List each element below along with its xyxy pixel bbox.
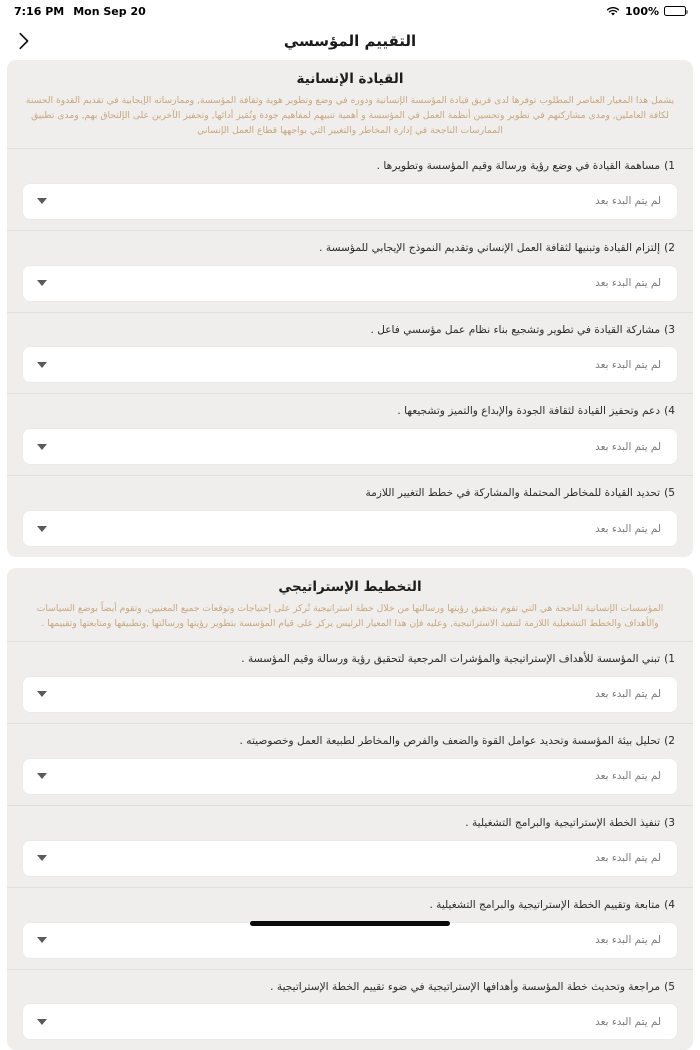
rating-dropdown[interactable] [23,759,677,794]
chevron-down-icon [37,855,47,861]
rating-dropdown[interactable] [23,347,677,382]
home-indicator [250,921,450,926]
question-row [7,641,693,723]
question-row [7,887,693,969]
assessment-section [7,568,693,1050]
question-label: إلتزام القيادة وتبنيها لثقافة العمل الإنساني وتقديم النموذج الإيجابي للمؤسسة . [319,241,661,254]
rating-dropdown-value: لم يتم البدء بعد [595,358,661,371]
rating-dropdown-value: لم يتم البدء بعد [595,522,661,535]
question-row [7,723,693,805]
chevron-right-icon[interactable] [10,28,36,54]
navigation-bar [0,22,700,60]
question-text [23,403,677,429]
rating-dropdown[interactable] [23,677,677,712]
question-text [23,897,677,923]
question-number: 5) [664,487,675,500]
battery-full-icon [664,6,686,16]
question-label: دعم وتحفيز القيادة لثقافة الجودة والإبداع والتميز وتشجيعها . [397,405,661,418]
rating-dropdown[interactable] [23,184,677,219]
question-row [7,312,693,394]
battery-percent-label: 100% [625,4,659,18]
question-label: مراجعة وتحديث خطة المؤسسة وأهدافها الإستراتيجية في ضوء تقييم الخطة الإستراتيجية . [270,980,661,993]
rating-dropdown-value: لم يتم البدء بعد [595,440,661,453]
chevron-down-icon [37,362,47,368]
page-title: التقييم المؤسسي [283,32,417,50]
chevron-down-icon [37,280,47,286]
question-label: تبني المؤسسة للأهداف الإستراتيجية والمؤشرات المرجعية لتحقيق رؤية ورسالة وقيم المؤسسة . [241,652,661,665]
question-number: 3) [664,816,675,829]
chevron-down-icon [37,444,47,450]
rating-dropdown[interactable] [23,429,677,464]
rating-dropdown-value: لم يتم البدء بعد [595,277,661,289]
question-text [23,240,677,266]
assessment-section [7,60,693,557]
question-label: تحديد القيادة للمخاطر المحتملة والمشاركة في خطط التغيير اللازمة [365,487,661,500]
question-label: مساهمة القيادة في وضع رؤية ورسالة وقيم المؤسسة وتطويرها . [376,159,661,172]
question-row [7,230,693,312]
status-bar-left [14,5,146,18]
chevron-down-icon [37,526,47,532]
chevron-down-icon [37,937,47,943]
question-label: متابعة وتقييم الخطة الإستراتيجية والبرامج التشغيلية . [429,898,661,911]
question-row [7,969,693,1050]
question-text [23,815,677,841]
question-label: مشاركة القيادة في تطوير وتشجيع بناء نظام عمل مؤسسي فاعل . [370,323,661,336]
question-number: 5) [664,980,675,993]
status-date: Mon Sep 20 [73,4,146,18]
question-text [23,979,677,1005]
question-number: 2) [664,241,675,254]
status-bar-right [606,5,686,18]
section-description: يشمل هذا المعيار العناصر المطلوب توفرها لدى فريق قيادة المؤسسة الإنسانية ودوره في وضع وتطوير هوية وثقافة المؤسسة, وممارساته الإيجابية في تقديم القدوة الحسنة لكافة العاملين, ومدى مشاركتهم في تطوير وتحسين أنظمة العمل في المؤسسة و أهمية تنبيهم لمفاهيم جودة وتُمَيز أدائها, وتحفيز الآخرين على الإلتحاق بهم, ومدى تطبيق الممارسات الناجحة في إدارة المخاطر والتغيير التي يواجهها قطاع العمل الإنساني [25,95,675,136]
section-title: القيادة الإنسانية [296,71,404,87]
question-text [23,322,677,348]
question-row [7,393,693,475]
chevron-down-icon [37,198,47,204]
rating-dropdown[interactable] [23,923,677,958]
question-number: 4) [664,898,675,911]
question-label: تحليل بيئة المؤسسة وتحديد عوامل القوة والضعف والفرص والمخاطر لطبيعة العمل وخصوصيته . [239,734,661,747]
question-text [23,733,677,759]
rating-dropdown-value: لم يتم البدء بعد [595,1015,661,1028]
chevron-down-icon [37,691,47,697]
section-title: التخطيط الإستراتيجي [278,579,422,596]
question-number: 1) [664,652,675,665]
assessment-scroll-area[interactable] [0,60,700,1028]
question-text [23,158,677,184]
question-row [7,805,693,887]
question-text [23,651,677,677]
question-number: 2) [664,734,675,747]
rating-dropdown-value: لم يتم البدء بعد [595,852,661,865]
question-number: 4) [664,405,675,418]
rating-dropdown[interactable] [23,511,677,546]
wifi-icon [606,6,620,17]
question-row [7,148,693,230]
question-number: 3) [664,323,675,336]
question-text [23,485,677,511]
rating-dropdown-value: لم يتم البدء بعد [595,770,661,783]
status-time: 7:16 PM [14,4,65,18]
rating-dropdown[interactable] [23,1004,677,1039]
rating-dropdown-value: لم يتم البدء بعد [595,195,661,208]
rating-dropdown-value: لم يتم البدء بعد [595,934,661,947]
question-number: 1) [664,159,675,172]
status-bar [0,0,700,22]
chevron-down-icon [37,1019,47,1025]
rating-dropdown[interactable] [23,841,677,876]
question-row [7,475,693,557]
chevron-down-icon [37,773,47,779]
section-description: المؤسسات الإنسانية الناجحة هي التي تقوم بتحقيق رؤيتها ورسالتها من خلال خطة استراتيجية تُركز على إحتياجات وتوقعات جميع المعنيين, وتقوم أيضاً بوضع السياسات والأهداف والخطط التشغيلية اللازمة لتنفيذ الاستراتيجية, وعليه فإن هذا المعيار الرئيس يركز على قيام المؤسسة بتطوير رؤيتها ورسالتها ,وتطبيقها ومتابعتها وتقييمها . [36,603,664,630]
rating-dropdown-value: لم يتم البدء بعد [595,688,661,701]
question-label: تنفيذ الخطة الإستراتيجية والبرامج التشغيلية . [465,816,661,829]
rating-dropdown[interactable] [23,266,677,301]
